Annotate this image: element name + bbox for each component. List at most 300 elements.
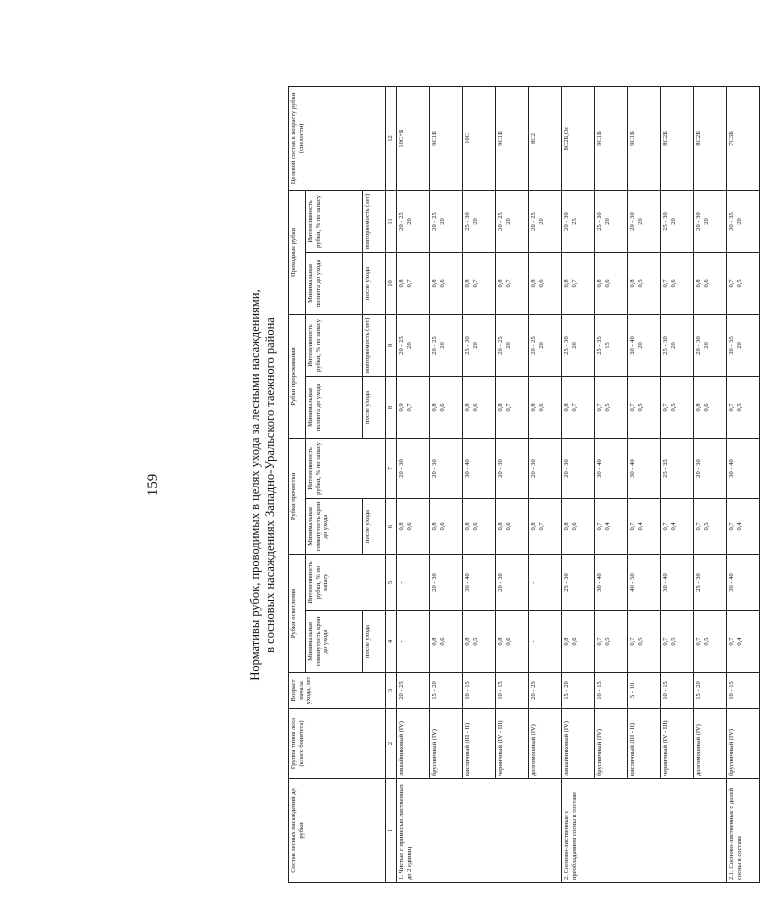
value-cell (595, 498, 628, 554)
value-primary: 25 - 35 (596, 336, 603, 355)
value-cell (562, 252, 595, 314)
value-cell (397, 376, 430, 438)
value-secondary: 0,5 (702, 522, 710, 531)
col-number: 1 (386, 779, 397, 883)
col-number: 4 (386, 611, 397, 673)
col-number: 12 (386, 86, 397, 190)
value-cell (628, 252, 661, 314)
target-composition-cell: 10С+Б (397, 86, 430, 190)
value-secondary: 20 (537, 218, 545, 225)
start-age-cell: 20 - 25 (397, 673, 430, 709)
value-primary: 20 - 30 (695, 336, 702, 355)
forest-type-cell (430, 709, 463, 779)
header-target-composition: Целевой состав к возрасту рубки (спелости) (289, 86, 386, 190)
table-row (661, 86, 694, 882)
value-cell (496, 190, 529, 252)
group-name-cell (562, 779, 727, 883)
value-cell (430, 314, 463, 376)
value-cell (463, 498, 496, 554)
forest-type: лишайниковый (IV) (563, 721, 570, 776)
value-cell (595, 314, 628, 376)
value-primary: 0,7 (596, 403, 603, 412)
value-secondary: 0,6 (504, 637, 512, 646)
value-primary: 0,8 (563, 279, 570, 288)
value-primary: 20 - 25 (497, 336, 504, 355)
col-number: 5 (386, 554, 397, 610)
value-secondary: 20 (636, 342, 644, 349)
col-number: 9 (386, 314, 397, 376)
value-primary: 0,9 (398, 403, 405, 412)
value-secondary: 0,7 (570, 403, 578, 412)
value-cell (595, 252, 628, 314)
value-cell (661, 190, 694, 252)
value-cell (562, 554, 595, 610)
value-primary: 0,8 (530, 522, 537, 531)
header-intensity-prohod: Интенсивность рубки, % по запасу (306, 190, 363, 252)
value-cell (463, 190, 496, 252)
value-cell (430, 611, 463, 673)
value-cell (529, 498, 562, 554)
target-composition-cell: 8С2Б (694, 86, 727, 190)
value-cell (628, 554, 661, 610)
value-secondary: 0,7 (471, 279, 479, 288)
value-secondary: 0,5 (471, 637, 479, 646)
value-primary: 30 - 40 (629, 336, 636, 355)
header-min-density-prohod: Минимальная полнота до ухода (306, 252, 363, 314)
value-cell (463, 438, 496, 498)
value-cell (595, 611, 628, 673)
header-start-age: Возраст начала ухода, лет (289, 673, 386, 709)
table-row (397, 86, 430, 882)
forest-type-cell (628, 709, 661, 779)
start-age-cell: 15 - 20 (694, 673, 727, 709)
header-after-proch: после ухода (363, 498, 386, 554)
group-name-cell (727, 779, 760, 883)
value-cell (694, 190, 727, 252)
value-cell (496, 376, 529, 438)
value-primary: 40 - 50 (629, 573, 636, 592)
value-secondary: 20 (504, 218, 512, 225)
value-secondary: 0,6 (405, 522, 413, 531)
norms-table (288, 86, 760, 883)
header-intensity-proch: Интенсивность рубки, % по запасу (306, 438, 386, 498)
value-cell (727, 498, 760, 554)
title-line-2: в сосновых насаждениях Западно-Уральского таежного района (263, 317, 277, 653)
value-primary: 0,7 (662, 403, 669, 412)
forest-type: долгомошный (IV) (530, 724, 537, 776)
start-age-cell: 10 - 15 (727, 673, 760, 709)
value-cell (397, 554, 430, 610)
value-cell (529, 611, 562, 673)
value-primary: 30 - 35 (728, 336, 735, 355)
value-cell (430, 376, 463, 438)
value-secondary: 20 (735, 218, 743, 225)
forest-type: черничный (IV - III) (662, 720, 669, 776)
value-primary: 0,7 (695, 522, 702, 531)
table-row (430, 86, 463, 882)
value-cell (529, 314, 562, 376)
value-primary: 0,7 (596, 637, 603, 646)
value-cell (595, 438, 628, 498)
value-primary: 0,8 (563, 522, 570, 531)
target-composition-cell: 10С (463, 86, 496, 190)
value-secondary: 0,4 (735, 522, 743, 531)
value-primary: 0,8 (431, 637, 438, 646)
table-row (727, 86, 760, 882)
value-cell (694, 252, 727, 314)
forest-type-cell (463, 709, 496, 779)
forest-type: черничный (IV - III) (497, 720, 504, 776)
value-cell (397, 611, 430, 673)
value-primary: 20 - 25 (530, 336, 537, 355)
value-primary: 20 - 30 (431, 573, 438, 592)
value-primary: 20 - 30 (695, 459, 702, 478)
value-cell (628, 438, 661, 498)
value-cell (727, 314, 760, 376)
value-primary: 0,8 (596, 279, 603, 288)
header-repeat-prohod: повторяемость (лет) (363, 190, 386, 252)
value-primary: 0,7 (629, 637, 636, 646)
value-primary: 25 - 30 (563, 573, 570, 592)
value-cell (628, 376, 661, 438)
value-primary: 20 - 30 (629, 212, 636, 231)
value-primary: 0,7 (695, 637, 702, 646)
value-secondary: 20 (702, 218, 710, 225)
header-composition: Состав лесных насаждений до рубки (289, 779, 386, 883)
table-row (562, 86, 595, 882)
value-secondary: 0,6 (438, 637, 446, 646)
forest-type: брусничный (IV) (431, 729, 438, 776)
value-secondary: 0,4 (603, 522, 611, 531)
forest-type-cell (694, 709, 727, 779)
value-secondary: 25 (570, 218, 578, 225)
value-secondary: 20 (438, 218, 446, 225)
value-cell (661, 554, 694, 610)
page-number: 159 (145, 473, 161, 497)
value-primary: 20 - 30 (431, 459, 438, 478)
value-primary: 0,8 (563, 403, 570, 412)
forest-type: долгомошный (IV) (695, 724, 702, 776)
table-row (529, 86, 562, 882)
value-secondary: 20 (669, 342, 677, 349)
group-name: 2. Сосново-лиственные с преобладанием сосны в составе (563, 791, 578, 880)
value-cell (661, 376, 694, 438)
group-name-cell (397, 779, 562, 883)
table-row (694, 86, 727, 882)
value-primary: 25 - 30 (464, 336, 471, 355)
target-composition-cell: 8С2Б (661, 86, 694, 190)
value-secondary: 0,6 (603, 279, 611, 288)
value-secondary: 20 (669, 218, 677, 225)
value-cell (496, 438, 529, 498)
value-cell (595, 376, 628, 438)
rotated-content (136, 85, 743, 885)
value-cell (463, 554, 496, 610)
value-secondary: 0,5 (735, 279, 743, 288)
value-primary: 0,8 (464, 279, 471, 288)
value-secondary: 20 (405, 218, 413, 225)
value-secondary: 0,6 (669, 279, 677, 288)
value-cell (727, 252, 760, 314)
value-secondary: 0,5 (636, 279, 644, 288)
value-cell (661, 438, 694, 498)
value-secondary: 0,6 (702, 279, 710, 288)
value-primary: 0,8 (431, 279, 438, 288)
value-primary: 20 - 30 (497, 459, 504, 478)
value-secondary: 0,6 (438, 279, 446, 288)
start-age-cell: 10 - 15 (595, 673, 628, 709)
value-secondary: 0,5 (603, 403, 611, 412)
value-cell (430, 498, 463, 554)
value-primary: 0,7 (629, 522, 636, 531)
value-secondary: 0,7 (405, 403, 413, 412)
forest-type-cell (595, 709, 628, 779)
header-min-closure-proch: Минимальная сомкнутость крон до ухода (306, 498, 363, 554)
value-primary: 0,7 (728, 403, 735, 412)
value-primary: 0,8 (530, 403, 537, 412)
col-number: 10 (386, 252, 397, 314)
table-row (496, 86, 529, 882)
value-secondary: 0,6 (471, 403, 479, 412)
value-cell (562, 498, 595, 554)
value-cell (397, 252, 430, 314)
value-secondary: 0,5 (735, 403, 743, 412)
value-secondary: 0,6 (438, 522, 446, 531)
value-cell (661, 252, 694, 314)
header-min-closure-osv: Минимальная сомкнутость крон до ухода (306, 611, 363, 673)
value-primary: 0,8 (398, 522, 405, 531)
value-cell (595, 554, 628, 610)
value-primary: 30 - 40 (596, 573, 603, 592)
value-primary: 25 - 30 (662, 336, 669, 355)
value-secondary: 0,7 (570, 279, 578, 288)
value-primary: 30 - 35 (728, 212, 735, 231)
value-secondary: 0,4 (669, 522, 677, 531)
table-row (463, 86, 496, 882)
col-number: 3 (386, 673, 397, 709)
value-primary: 20 - 25 (398, 212, 405, 231)
value-cell (397, 498, 430, 554)
value-secondary: 0,6 (702, 403, 710, 412)
value-cell (430, 252, 463, 314)
value-cell (694, 438, 727, 498)
header-prorezhivanie: Рубки прореживания (289, 314, 306, 438)
value-secondary: 0,6 (537, 403, 545, 412)
value-secondary: 0,6 (570, 637, 578, 646)
value-primary: 0,8 (563, 637, 570, 646)
value-primary: 20 - 30 (563, 459, 570, 478)
value-primary: 0,7 (662, 637, 669, 646)
target-composition-cell: 9С1Б (628, 86, 661, 190)
value-cell (496, 252, 529, 314)
value-primary: 0,8 (464, 522, 471, 531)
start-age-cell: 10 - 15 (496, 673, 529, 709)
forest-type-cell (397, 709, 430, 779)
value-primary: 0,7 (596, 522, 603, 531)
value-primary: 0,8 (695, 403, 702, 412)
value-primary: - (530, 640, 537, 643)
value-cell (562, 314, 595, 376)
value-cell (496, 314, 529, 376)
forest-type: кисличный (III - II) (464, 722, 471, 776)
forest-type: брусничный (IV) (596, 729, 603, 776)
value-secondary: 0,7 (504, 279, 512, 288)
value-primary: 25 - 30 (662, 212, 669, 231)
value-primary: 30 - 40 (662, 573, 669, 592)
value-secondary: 0,4 (735, 637, 743, 646)
forest-type: лишайниковый (IV) (398, 721, 405, 776)
col-number: 7 (386, 438, 397, 498)
value-primary: 20 - 30 (530, 459, 537, 478)
value-primary: 0,8 (497, 403, 504, 412)
value-cell (661, 498, 694, 554)
value-primary: 0,8 (464, 403, 471, 412)
value-cell (694, 498, 727, 554)
value-secondary: 20 (471, 342, 479, 349)
col-number: 11 (386, 190, 397, 252)
header-after-osv: после ухода (363, 611, 386, 673)
value-primary: 0,8 (629, 279, 636, 288)
forest-type: брусничный (IV) (728, 729, 735, 776)
table-row (628, 86, 661, 882)
value-secondary: 0,6 (570, 522, 578, 531)
group-name: 1. Чистые с примесью лиственных до 2 единиц (398, 784, 413, 880)
value-primary: 30 - 40 (464, 459, 471, 478)
value-cell (661, 314, 694, 376)
value-cell (496, 554, 529, 610)
value-cell (694, 314, 727, 376)
value-primary: 0,8 (497, 522, 504, 531)
value-primary: 20 - 30 (398, 459, 405, 478)
value-primary: 30 - 40 (629, 459, 636, 478)
value-primary: 20 - 25 (497, 212, 504, 231)
header-after-prorezh: после ухода (363, 376, 386, 438)
header-prochistka: Рубки прочистки (289, 438, 306, 554)
target-composition-cell: 9С1Б (430, 86, 463, 190)
target-composition-cell: 9С1Б (496, 86, 529, 190)
value-cell (562, 438, 595, 498)
value-primary: 0,7 (728, 279, 735, 288)
value-primary: 0,7 (629, 403, 636, 412)
value-cell (562, 190, 595, 252)
value-primary: 30 - 40 (596, 459, 603, 478)
value-cell (529, 376, 562, 438)
value-cell (727, 554, 760, 610)
value-cell (463, 611, 496, 673)
value-primary: 20 - 30 (563, 212, 570, 231)
value-primary: 0,8 (398, 279, 405, 288)
value-primary: 0,8 (497, 279, 504, 288)
value-primary: 0,8 (530, 279, 537, 288)
value-secondary: 15 (603, 342, 611, 349)
value-secondary: 20 (471, 218, 479, 225)
value-secondary: 20 (702, 342, 710, 349)
forest-type: кисличный (III - II) (629, 722, 636, 776)
value-primary: 30 - 40 (464, 573, 471, 592)
value-primary: 0,8 (431, 522, 438, 531)
value-secondary: 0,6 (504, 522, 512, 531)
value-secondary: 0,6 (438, 403, 446, 412)
value-primary: 30 - 40 (728, 573, 735, 592)
header-intensity-prorezh: Интенсивность рубки, % по запасу (306, 314, 363, 376)
table-body (289, 86, 760, 882)
start-age-cell: 20 - 25 (529, 673, 562, 709)
value-secondary: 20 (438, 342, 446, 349)
value-primary: 25 - 30 (596, 212, 603, 231)
group-name: 2.1. Сосново-лиственные с долей сосны в составе (728, 788, 743, 880)
value-cell (727, 376, 760, 438)
value-primary: 20 - 25 (431, 212, 438, 231)
start-age-cell: 10 - 15 (661, 673, 694, 709)
forest-type-cell (727, 709, 760, 779)
value-cell (463, 376, 496, 438)
value-primary: 20 - 25 (398, 336, 405, 355)
value-cell (463, 252, 496, 314)
target-composition-cell: 8С2Б,Ос (562, 86, 595, 190)
value-primary: - (398, 640, 405, 643)
header-intensity-osv: Интенсивность рубки, % по запасу (306, 554, 386, 610)
col-number: 6 (386, 498, 397, 554)
value-cell (463, 314, 496, 376)
value-secondary: 20 (405, 342, 413, 349)
header-prohodnye: Проходные рубки (289, 190, 306, 314)
value-primary: 20 - 25 (431, 336, 438, 355)
value-cell (529, 554, 562, 610)
value-cell (694, 611, 727, 673)
value-primary: 0,8 (431, 403, 438, 412)
start-age-cell: 15 - 20 (430, 673, 463, 709)
column-number-row (386, 86, 397, 882)
value-cell (430, 438, 463, 498)
value-cell (628, 314, 661, 376)
forest-type-cell (562, 709, 595, 779)
header-row-top (289, 86, 306, 882)
value-secondary: 20 (603, 218, 611, 225)
value-primary: - (530, 581, 537, 584)
value-secondary: 0,7 (405, 279, 413, 288)
value-primary: 20 - 30 (497, 573, 504, 592)
value-primary: 30 - 40 (728, 459, 735, 478)
value-cell (529, 190, 562, 252)
value-secondary: 0,6 (471, 522, 479, 531)
value-cell (694, 376, 727, 438)
forest-type-cell (496, 709, 529, 779)
value-cell (430, 190, 463, 252)
value-primary: 25 - 30 (695, 573, 702, 592)
value-secondary: 0,6 (537, 279, 545, 288)
table-row (595, 86, 628, 882)
value-cell (727, 438, 760, 498)
header-osvetlenie: Рубки осветления (289, 554, 306, 672)
header-after-prohod: после ухода (363, 252, 386, 314)
value-cell (628, 611, 661, 673)
value-primary: 20 - 25 (530, 212, 537, 231)
value-primary: 25 - 30 (464, 212, 471, 231)
value-cell (562, 611, 595, 673)
value-primary: 20 - 30 (695, 212, 702, 231)
document-title (248, 85, 278, 885)
col-number: 8 (386, 376, 397, 438)
value-secondary: 0,5 (636, 403, 644, 412)
title-line-1: Нормативы рубок, проводимых в целях ухода за лесными насаждениями, (248, 289, 262, 681)
value-cell (397, 314, 430, 376)
value-primary: 0,7 (728, 522, 735, 531)
start-age-cell: 10 - 15 (463, 673, 496, 709)
value-cell (397, 190, 430, 252)
col-number: 2 (386, 709, 397, 779)
header-min-density-prorezh: Минимальная полнота до ухода (306, 376, 363, 438)
value-cell (562, 376, 595, 438)
